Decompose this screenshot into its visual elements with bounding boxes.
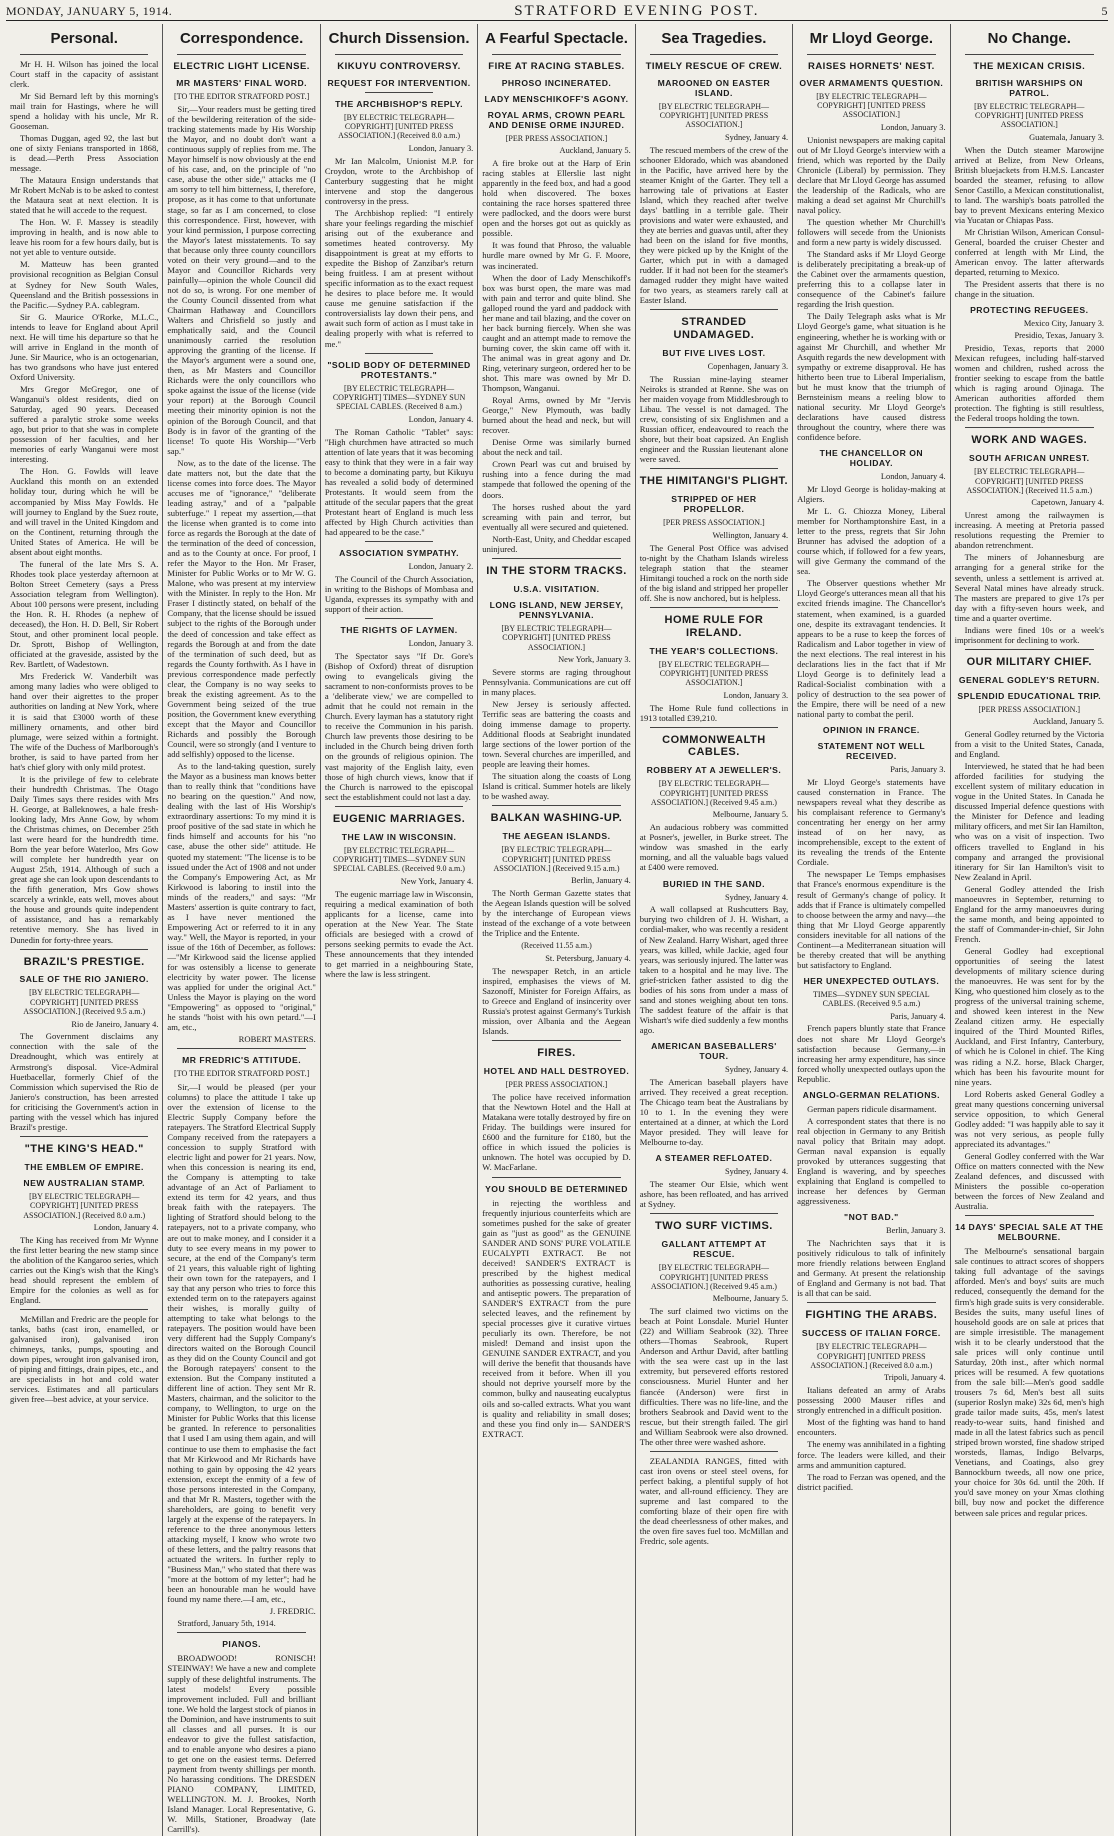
article-headline: U.S.A. VISITATION. [513,583,600,594]
dateline: London, January 3. [723,690,789,700]
column-heading: Mr Lloyd George. [809,30,934,47]
wire-credit: [BY ELECTRIC TELEGRAPH—COPYRIGHT] [UNITED PRESS ASSOCIATION.] (Received 11.5 a.m.) [966,467,1093,496]
dateline: Auckland, January 5. [1032,717,1104,727]
wire-credit: [BY ELECTRIC TELEGRAPH—COPYRIGHT] TIMES—SYDNEY SUN SPECIAL CABLES. (Received 8 a.m.) [332,383,466,412]
paragraph: The American baseball players have arrived. They received a great reception. The Chicago team beat the Australians by 10 to 1. In the evening they were entertained at a dinner, at which the Lord Mayor presided. They will leave for Melbourne to-day. [639,1076,789,1148]
paragraph: The enemy was annihilated in a fighting force. The leaders were killed, and their arms and ammunition captured. [797,1439,946,1470]
article-headline: REQUEST FOR INTERVENTION. [327,77,471,88]
divider [365,618,433,619]
paragraph: Presidio, Texas, reports that 2000 Mexican refugees, including half-starved women and children, rushed across the frontier seeking to escape from the battle which is raging around Ojinaga. The American authorities afforded them protection. The fighting is still resultless, the Federal troops holding the town. [954,343,1104,424]
dateline: Sydney, January 4. [724,1167,789,1177]
dateline: St. Petersburg, January 4. [545,953,631,963]
wire-credit: [BY ELECTRIC TELEGRAPH—COPYRIGHT] [UNITED PRESS ASSOCIATION.] (Received 9.45 a.m.) [650,1263,777,1291]
divider [492,558,620,559]
article-headline: THE EMBLEM OF EMPIRE. [24,1161,144,1172]
paragraph: Unrest among the railwaymen is increasing. A meeting at Pretoria passed resolutions requesting the Premier to abandon retrenchment. [954,510,1104,551]
divider [650,727,778,728]
paragraph: The road to Ferzan was opened, and the district pacified. [797,1471,946,1492]
paragraph: The Archbishop replied: "I entirely share your feelings regarding the mischief arising out of the exuberance and sometimes heated controversy. My disappointment is great at my efforts to expedite the Bishop of Zanzibar's return being fruitless. I am at present without specific information as to the exact request he desires to place before me. It would cause me genuine satisfaction if the controversialists lay down their pens, and await such form of action as I must take in dealing properly with what is referred to me." [324,207,474,349]
article-headline: THE YEAR'S COLLECTIONS. [649,645,779,656]
wire-credit: (Received 11.55 a.m.) [521,941,592,951]
signature: J. FREDRIC. [269,1606,316,1617]
paragraph: Thomas Duggan, aged 92, the last but one of sixty Fenians transported in 1868, is dead.—Perth Press Association message. [10,132,159,174]
wire-credit: [PER PRESS ASSOCIATION.] [505,133,608,143]
divider [365,353,433,354]
divider [177,1632,305,1633]
wire-credit: [BY ELECTRIC TELEGRAPH—COPYRIGHT] [UNITED PRESS ASSOCIATION.] (Received 9.45 a.m.) [650,779,777,808]
paragraph: An audacious robbery was committed at Posner's, jeweller, in Burke street. The window was smashed in the early morning, and all the valuable bags valued at £400 were removed. [639,822,789,873]
paragraph: A wall collapsed at Rushcutters Bay, burying two children of J. H. Wishart, a cordial-maker, who was recently a resident of New Zealand. Harry Wishart, aged three years, was killed, while Jackie, aged four years, was seriously injured. The latter was taken to a hospital and he may live. The grief-stricken father assisted to dig the bodies of his sons from under a mass of sand and stones weighing about ten tons. The saddest feature of the affair is that Wishart's wife died suddenly a few months ago. [639,904,789,1035]
paragraph: The rescued members of the crew of the schooner Eldorado, which was abandoned in the Pacific, have arrived here by the steamer Knight of the Garter. They tell a harrowing tale of privations at Easter Island, which they reached after twelve days' battling in a terrible gale. Their provisions and water were exhausted, and they ate berries and guavas until, after they had been on the island for five months, they were picked up by the Knight of the Garter, which put in with a damaged rudder. If it had not been for the steamer's damaged rudder they might have waited for two years, as steamers rarely call at Easter Island. [639,144,789,306]
signature: ROBERT MASTERS. [238,1034,316,1045]
wire-credit: [BY ELECTRIC TELEGRAPH—COPYRIGHT] [UNITED PRESS ASSOCIATION.] (Received 9.15 a.m.) [493,845,620,873]
article-headline: A STEAMER REFLOATED. [655,1153,773,1164]
paragraph: Denise Orme was similarly burned about the neck and tail. [482,437,631,458]
paragraph: The President asserts that there is no change in the situation. [954,279,1104,300]
paragraph: When the door of Lady Menschikoff's box was burst open, the mare was mad with pain and terror and quite blind. She galloped round the yard and paddock with her mane and tail blazing, and the cover on her back burning fiercely. When she was caught and an attempt made to remove the burning cover, the skin came off with it. The animal was in great agony and Dr. Ring, veterinary surgeon, ordered her to be shot. This mare was owned by Mr D. Thompson, Wanganui. [482,272,631,394]
dateline: London, January 3. [880,122,946,132]
wire-credit: [BY ELECTRIC TELEGRAPH—COPYRIGHT] [UNITED PRESS ASSOCIATION.] [658,659,770,688]
paragraph: Sir,—Your readers must be getting tired of the bewildering reiteration of the side-tracking statements made by His Worship the Mayor, and no doubt don't want a continuous supply of replies from me. The Mayor himself is now obviously at the end of his case, and, on the principle of "no case, abuse the other side," attacks me (I am sorry to tell him bitterness, I, therefore, propose, as it has come to that unfortunate stage, so far as I am concerned, to close this correspondence. First, however, with your kind permission, I purpose correcting the Mayor's latest misstatements. To say that because only three county councillors voted on their very ground—and to the Mayor and Councillor Richards very painfully—opinion the whole Council did not do so, is wrong. For one member of the County Council dissented from what Chairman Hathaway and Councillors Walters and Chrisfield so justly and emphatically said, and the Council unanimously carried the resolution approving the granting of the license. If the Mayor's argument were a sound one, then, as Mr Masters and Councillor Richards were the only councillors who spoke against the issue of the license (vide your report) at the Borough Council meeting their minority opinion is not the opinion of the Borough Council, and that Body is in favor of the granting of the license! To quote His Worship—"Verb sap." [167,104,316,456]
article-headline: THE AEGEAN ISLANDS. [502,831,611,842]
dateline: London, January 3. [408,639,474,649]
divider [492,1040,620,1041]
article-headline: LONG ISLAND, NEW JERSEY, PENNSYLVANIA. [489,599,624,620]
paragraph: It is the privilege of few to celebrate their hundredth Christmas. The Otago Daily Times says there resides with Mrs H. George, at Balleknowes, a hale fresh-looking lady, Mrs Anne Gow, by whom the Christmas chimes, on December 25th last were heard for the hundredth time. Born the year before Waterloo, Mrs Gow will complete her hundredth year on August 25th, 1914. Although of such a great age she can look upon descendants to the fifth generation, Mrs Gow shows scarcely a wrinkle, eats well, moves about the house and grounds quite independent of assistance, and has a remarkably retentive memory. She has lived in Dunedin for forty-three years. [10,773,159,945]
article-headline: OPINION IN FRANCE. [822,725,920,736]
article-headline: ROYAL ARMS, CROWN PEARL AND DENISE ORME INJURED. [487,109,626,130]
divider [20,54,148,55]
article-headline: TIMELY RESCUE OF CREW. [645,60,783,72]
article-headline: NEW AUSTRALIAN STAMP. [23,1177,145,1188]
paragraph: BROADWOOD! RONISCH! STEINWAY! We have a new and complete supply of these delightful instruments. The latest models! Every possible improvement included. Full and brilliant tone. We hold the largest stock of pianos in the Dominion, and have instruments to suit all classes and all purses. It is our endeavor to give the fullest satisfaction, and to enable anyone who desires a piano to get one on the easiest terms. Deferred payment from twenty shillings per month. No harassing conditions. The DRESDEN PIANO COMPANY, LIMITED, WELLINGTON. M. J. Brookes, North Island Manager. Local Representative, G. W. Mills, Stationer, Broadway (late Carrill's). [167,1653,316,1835]
dateline: Copenhagen, January 3. [707,362,789,372]
article-headline: ROBBERY AT A JEWELLER'S. [646,765,782,776]
divider [650,607,778,608]
paragraph: When the Dutch steamer Marowijne arrived at Belize, from New Orleans, British bluejackets from H.M.S. Lancaster boarded the steamer, refusing to allow Senor Castillo, a Mexican constitutionalist, to land. The warship's boats patrolled the bay to prevent Mexicans entering Mexico via Yucatan or Chiapas Pass. [954,144,1104,225]
article-headline: ELECTRIC LIGHT LICENSE. [173,60,310,72]
article-headline: SALE OF THE RIO JANIERO. [19,974,149,985]
paragraph: The Roman Catholic "Tablet" says: "High churchmen have attracted so much attention of late years that it was becoming easy to think that they were in a fair way to become a dominating party, but Kikuyu has revealed a solid body of determined Protestants. It would seem from the attitude of the secular papers that the great Protestant heart of England is much less affected by High Church activities than had appeared to be the case." [324,426,474,538]
article-headline: HOTEL AND HALL DESTROYED. [483,1065,630,1076]
wire-credit: [PER PRESS ASSOCIATION.] [663,518,765,528]
article-headline: THE HIMITANGI'S PLIGHT. [639,475,789,488]
paragraph: General Godley returned by the Victoria from a visit to the United States, Canada, and England. [954,729,1104,760]
column-1 [6,24,163,1836]
paragraph: Mr Sid Bernard left by this morning's mail train for Hastings, where he will spend a holiday with his uncle, Mr R. Gooseman. [10,90,159,131]
article-headline: WORK AND WAGES. [971,434,1088,447]
column-heading: Church Dissension. [328,30,470,47]
article-headline: THE ARCHBISHOP'S REPLY. [335,98,464,109]
paragraph: Royal Arms, owned by Mr "Jervis George," New Plymouth, was badly burned about the head and neck, but will recover. [482,395,631,436]
dateline: New York, January 3. [558,654,631,664]
article-headline: IN THE STORM TRACKS. [486,564,627,577]
wire-credit: [BY ELECTRIC TELEGRAPH—COPYRIGHT] [UNITED PRESS ASSOCIATION.] [658,101,770,130]
wire-credit: [BY ELECTRIC TELEGRAPH—COPYRIGHT] [UNITED PRESS ASSOCIATION.] (Received 9.5 a.m.) [23,988,146,1017]
paragraph: The Spectator says "If Dr. Gore's (Bishop of Oxford) threat of disruption owing to evangelicals giving the sacrament to non-conformists proves to be a 'deliberate view,' we are compelled to admit that he could not remain in the Church. Every layman has a statutory right to receive the Communion in his parish. Church law prevents those desiring to be included in the Church being driven forth on the grounds of religious opinion. The vast majority of the English laity, even those of high church views, know that if the Church is narrowed to the episcopal sect the establishment could not last a day. [324,651,474,802]
divider [20,1136,148,1137]
dateline: Presidio, Texas, January 3. [1014,331,1104,341]
divider [965,649,1094,650]
dateline: Sydney, January 4. [724,132,789,142]
dateline: Guatemala, January 3. [1029,132,1104,142]
article-headline: TWO SURF VICTIMS. [654,1220,773,1233]
article-headline: HOME RULE FOR IRELAND. [664,613,764,639]
divider [20,949,148,950]
divider [177,1048,305,1049]
article-headline: YOU SHOULD BE DETERMINED [485,1183,628,1194]
wire-credit: [TO THE EDITOR STRATFORD POST.] [174,91,310,101]
dateline: Auckland, January 5. [559,146,631,156]
dateline: Melbourne, January 5. [712,810,789,820]
dateline: London, January 4. [408,414,474,424]
issue-date: MONDAY, JANUARY 5, 1914. [6,3,173,18]
article-headline: EUGENIC MARRIAGES. [332,812,466,825]
paragraph: The steamer Our Elsie, which went ashore, has been refloated, and has arrived at Sydney. [639,1179,789,1210]
column-heading: Sea Tragedies. [661,30,767,47]
article-headline: MAROONED ON EASTER ISLAND. [657,77,771,98]
paragraph: The Hon. W. F. Massey is steadily improving in health, and is now able to leave his room for a few hours daily, but is not yet able to venture outside. [10,217,159,258]
dateline: Capetown, January 4. [1031,498,1104,508]
article-headline: "NOT BAD." [844,1212,899,1223]
dateline: Sydney, January 4. [724,892,789,902]
column-3 [321,24,478,1836]
paragraph: The Observer questions whether Mr Lloyd George's utterances mean all that his excited friends imagine. The Chancellor's statement, when examined, is a guarded one, despite its extravagant tendencies. It appears to be a ruse to keep the forces of Radicalism and Labor together in view of the next elections. The real interest in his declarations lies in the fact that if Mr Lloyd George is to definitely lead a Radical-Socialist combination with a policy of destruction to the sea power of the Empire, there will be need of a new national party to combat the peril. [797,578,946,719]
paragraph: A correspondent states that there is no real objection in Germany to any British naval policy that Britain may adopt. German naval expansion is equally provoked by utterances suggesting that England is wavering, and by speeches explaining that England is compelled to increase her defences by German aggressiveness. [797,1115,946,1207]
paragraph: The miners of Johannesburg are arranging for a general strike for the seventh, unless a settlement is arrived at. Several Natal mines have already struck. The masters are prepared to give 17s per day with a fifty-seven hours week, and time and a quarter overtime. [954,552,1104,623]
dateline: London, January 2. [408,562,474,572]
article-headline: "THE KING'S HEAD." [24,1142,144,1155]
wire-credit: [PER PRESS ASSOCIATION.] [505,1079,608,1089]
divider [650,54,778,55]
article-headline: BURIED IN THE SAND. [662,878,765,889]
article-headline: PIANOS. [222,1639,262,1650]
column-heading: Correspondence. [179,30,304,47]
paragraph: The Melbourne's sensational bargain sale continues to attract scores of shoppers taking full advantage of the savings afforded. Men's and boys' suits are much reduced, consequently the demand for the firm's high grade suits is very considerable. Besides the suits, many useful lines of household goods are on sale at prices that are simple irresistible. The management wish it to be clearly understood that the sale prices will only continue until Saturday, 20th inst., after which normal prices will be resumed. A few quotations from the sale bill:—Men's good saddle trousers 7s 6d, Men's best all suits (superior Roslyn make) 32s 6d, men's high grade tailor made suits, 45s, men's latest ready-to-wear suits, hand finished and made in all the latest fabrics such as pencil striped brown worsted, fine shadow striped worsteds, llamas, Indigo Belvarps, Venetians, and Coatings, also grey Bannockburn tweeds, all now one price, your choice for 30s 6d. until the 20th. If you'd save money on your Xmas clothing bill, buy now and pocket the difference between sale prices and regular prices. [954,1246,1104,1518]
paragraph: Sir G. Maurice O'Rorke, M.L.C., intends to leave for England about April next. He will time his departure so that he will arrive in England in the month of June. Sir Maurice, who is an octogenarian, has two grandsons who have just entered Oxford University. [10,311,159,382]
dateline: Rio de Janeiro, January 4. [71,1019,159,1029]
wire-credit: [BY ELECTRIC TELEGRAPH—COPYRIGHT] [UNITED PRESS ASSOCIATION.] [974,101,1085,130]
paragraph: The newspaper Retch, in an article inspired, emphasises the views of M. Sazonoff, Minister for Foreign Affairs, as to Greece and England of insincerity over Russia's protest against Germany's Turkish mission, over Albania and the Aegean Islands. [482,965,631,1036]
paragraph: North-East, Unity, and Cheddar escaped uninjured. [482,533,631,554]
divider [650,468,778,469]
article-headline: STATEMENT NOT WELL RECEIVED. [817,741,926,762]
paragraph: Mrs Gregor McGregor, one of Wanganui's oldest residents, died on Saturday, aged 90 years. Deceased suffered a paralytic stroke some weeks ago, but prior to that she was in complete possession of her faculties, and her memories of early Wanganui were most interesting. [10,384,159,465]
paragraph: The King has received from Mr Wynne the first letter bearing the new stamp since the abolition of the Kangaroo series, which carries out the King's wish that the King's head should represent the emblem of Empire for the colonies as well as for England. [10,1234,159,1305]
divider [177,54,305,55]
divider [650,309,778,310]
article-headline: 14 DAYS' SPECIAL SALE AT THE MELBOURNE. [955,1222,1104,1243]
wire-credit: [BY ELECTRIC TELEGRAPH—COPYRIGHT] [UNITED PRESS ASSOCIATION.] (Received 8.0 a.m.) [23,1191,146,1220]
divider [335,806,463,807]
dateline: Sydney, January 4. [724,1065,789,1075]
article-headline: COMMONWEALTH CABLES. [662,733,766,759]
article-headline: BRAZIL'S PRESTIGE. [23,955,145,968]
column-heading: No Change. [987,30,1071,47]
paragraph: Most of the fighting was hand to hand encounters. [797,1417,946,1438]
article-headline: SPLENDID EDUCATIONAL TRIP. [957,690,1102,701]
wire-credit: [BY ELECTRIC TELEGRAPH—COPYRIGHT] TIMES—SYDNEY SUN SPECIAL CABLES. (Received 9.0 a.m.) [332,845,466,874]
paragraph: Mr Christian Wilson, American Consul-General, boarded the cruiser Chester and conferred at length with Mr Lind, the American envoy. The latter afterwards departed, returning to Mexico. [954,227,1104,278]
article-headline: OUR MILITARY CHIEF. [966,655,1092,668]
paragraph: Mr L. G. Chiozza Money, Liberal member for Northamptonshire East, in a letter to the press, regrets that Sir John Brunner has advised the adoption of a course which, if followed for a few years, will give Germany the command of the sea. [797,506,946,577]
wire-credit: [PER PRESS ASSOCIATION.] [978,704,1081,714]
paragraph: The horses rushed about the yard screaming with pain and terror, but eventually all were secured and quietened. [482,501,631,532]
article-headline: PROTECTING REFUGEES. [970,305,1089,316]
paragraph: German papers ridicule disarmament. [807,1103,937,1114]
paragraph: The question whether Mr Churchill's followers will secede from the Unionists and form a new party is widely discussed. [797,216,946,248]
paragraph: A fire broke out at the Harp of Erin racing stables at Ellerslie last night apparently in the feed box, and had a good hold when discovered. The boxes containing the race horses spattered three were padlocked, and the doors were burst open and the horses got out as quickly as possible. [482,158,631,239]
article-headline: GENERAL GODLEY'S RETURN. [958,674,1100,685]
paragraph: The North German Gazette states that the Aegean Islands question will be solved by the interchange of European views instead of the exchange of a vote between the Triplice and the Entente. [482,888,631,939]
newspaper-title: STRATFORD EVENING POST. [514,2,760,19]
article-headline: SUCCESS OF ITALIAN FORCE. [801,1328,941,1339]
paragraph: Now, as to the date of the license. The date matters not, but the date that the license comes into force does. The Mayor accuses me of "ignorance," "deliberate leading astray," and of a "palpable subterfuge." I repeat my assertion,—that the license when granted is to come into force as regards the Borough at the date of the termination of the deed of concession, and as to the County at once. For proof, I refer the Mayor to the Hon. Mr Fraser, Minister for Public Works or to Mr W. G. Malone, who was present at my interview with the Minister. In reply to the Hon. Mr Fraser I distinctly stated, on behalf of the Company, that the license should be issued subject to the rights of the Borough under the deed of concession and take effect as regards the Borough at and from the date of the termination of such deed, but as regards the County forthwith. As I have in previous correspondence made perfectly clear, the Company is no way seeks to break the existing agreement. As to the Government being seized of the true position, the Government knew everything except that the Mayor and Councillor Richards and possibly the Borough Council, were so strongly (and I venture to add selfishly) opposed to the license. [167,457,316,760]
paragraph: Mr H. H. Wilson has joined the local Court staff in the capacity of assistant clerk. [10,58,159,89]
divider [807,1302,935,1303]
divider [965,54,1094,55]
columns-container [6,24,1108,1835]
dateline: Wellington, January 4. [712,530,789,540]
paragraph: Mr Lloyd George's statements have caused consternation in France. The newspapers reveal what they describe as his complaisant reference to Germany's concentrating her energy on her army instead of on her navy, as incomprehensible, except to the extent of its revealing the trends of the Entente Cordiale. [797,776,946,868]
article-headline: MR FREDRIC'S ATTITUDE. [182,1055,302,1066]
paragraph: The police have received information that the Newtown Hotel and the Hall at Matakana were totally destroyed by fire on Friday. The buildings were insured for £600 and the furniture for £180, but the office in which issued the policies is unknown. The hotel was occupied by D. W. MacFarlane. [482,1092,631,1173]
column-4 [478,24,635,1836]
dateline: Mexico City, January 3. [1023,319,1104,329]
paragraph: Lord Roberts asked General Godley a great many questions concerning universal service opposition, to which General Godley added: "I was happily able to say it was not very serious, as people fully appreciated its advantages." [954,1088,1104,1149]
article-headline: FIGHTING THE ARABS. [805,1309,938,1322]
paragraph: The Nachrichten says that it is positively ridiculous to talk of infinitely more friendly relations between England and Germany. At present the relationship of England and Germany is not bad. That is all that can be said. [797,1238,946,1299]
column-heading: A Fearful Spectacle. [485,30,628,47]
paragraph: The Daily Telegraph asks what is Mr Lloyd George's game, what situation is he engineering, whether he is working with or against Mr Churchill, and whether Mr Asquith regards the new development with sympathy or extreme disapproval. He has hitherto been true to Liberal Imperialism, but he must know that the triumph of Bernsteinism means a reeling blow to national security. Mr Lloyd George's declarations have caused distress throughout the country, where there was confidence before. [797,311,946,442]
dateline: Berlin, January 4. [571,876,631,886]
article-headline: STRIPPED OF HER PROPELLOR. [671,494,757,515]
divider [965,427,1094,428]
dateline: Melbourne, January 5. [712,1294,789,1304]
paragraph: The General Post Office was advised to-night by the Chatham Islands wireless telegraph station that the steamer Himitangi touched a rock on the north side of the big island and stripped her propeller off. She is now anchored, but is helpless. [639,542,789,603]
column-heading: Personal. [50,30,118,47]
article-headline: AMERICAN BASEBALLERS' TOUR. [651,1041,777,1062]
article-headline: PHROSO INCINERATED. [501,77,612,88]
dateline: Berlin, January 3. [886,1226,946,1236]
paragraph: Severe storms are raging throughout Pennsylvania. Communications are cut off in many places. [482,666,631,697]
paragraph: Stratford, January 5th, 1914. [177,1618,276,1629]
article-headline: THE LAW IN WISCONSIN. [341,831,457,842]
article-headline: FIRES. [537,1046,576,1059]
dateline: London, January 3. [408,143,474,153]
article-headline: "SOLID BODY OF DETERMINED PROTESTANTS." [327,359,471,380]
article-headline: STRANDED UNDAMAGED. [673,316,755,342]
paragraph: Mr Lloyd George is holiday-making at Algiers. [797,483,946,504]
article-headline: FIRE AT RACING STABLES. [488,60,625,72]
paragraph: The Home Rule fund collections in 1913 totalled £39,210. [639,702,789,723]
column-7 [951,24,1108,1836]
divider [492,1177,620,1178]
paragraph: The funeral of the late Mrs S. A. Rhodes took place yesterday afternoon at Bolton Street Cemetery (says a Press Association telegram from Wellington). About 100 persons were present, including the Hon. R. H. Rhodes (a nephew of deceased), the Hon. H. D. Bell, Sir Robert Stout, and other prominent local people. Dr. Sprott, Bishop of Wellington, officiated at the graveside, assisted by the Rev. Bartlett, of Wadestown. [10,558,159,670]
paragraph: Italians defeated an army of Arabs possessing 2000 Mauser rifles and strongly entrenched in a difficult position. [797,1385,946,1416]
paragraph: Indians were fined 10s or a week's imprisonment for declining to work. [954,624,1104,645]
wire-credit: [TO THE EDITOR STRATFORD POST.] [174,1069,310,1079]
divider [807,54,935,55]
column-5 [636,24,793,1836]
dateline: London, January 4. [880,472,946,482]
article-headline: BALKAN WASHING-UP. [490,812,623,825]
divider [650,1213,778,1214]
paragraph: Crown Pearl was cut and bruised by rushing into a fence during the mad stampede that followed the opening of the doors. [482,459,631,500]
wire-credit: TIMES—SYDNEY SUN SPECIAL CABLES. (Received 9.5 a.m.) [813,989,930,1009]
masthead [6,2,1108,21]
article-headline: ANGLO-GERMAN RELATIONS. [802,1089,941,1100]
paragraph: General Godley conferred with the War Office on matters connected with the New Zealand defences, and discussed with Ministers the possible co-operation between the forces of New Zealand and Australia. [954,1150,1104,1212]
paragraph: New Jersey is seriously affected. Terrific seas are battering the coasts and doing immense damage to property. Additional floods at Seabright inundated large sections of the lower portion of the town. Several churches are imperilled, and people are leaving their homes. [482,698,631,770]
wire-credit: [BY ELECTRIC TELEGRAPH—COPYRIGHT] [UNITED PRESS ASSOCIATION.] [501,623,612,652]
paragraph: General Godley attended the Irish manoeuvres in September, returning to England for the army manoeuvres during the same month, and being appointed to the staff of Commander-in-chief, Sir John French. [954,883,1104,944]
divider [492,54,620,55]
paragraph: The Mataura Ensign understands that Mr Robert McNab is to be asked to contest the Mataura seat at next election. It is stated that he will accede to the request. [10,175,159,216]
paragraph: in rejecting the worthless and frequently injurious counterfeits which are sometimes pushed for the sake of greater gain as "just as good" as the GENUINE SANDER AND SONS' PURE VOLATILE EUCALYPTI EXTRACT. Be not deceived! SANDER'S EXTRACT is prescribed by the highest medical authorities as possessing curative, healing and antiseptic powers. The preparation of SANDER'S EXTRACT from the pure selected leaves, and the refinement by special processes give it curative virtues peculiarly its own. Therefore, be not misled! Demand and insist upon the GENUINE SANDER EXTRACT, and you will derive the benefit that thousands have received from it before. When ill you should not deprive yourself more by the common, bulky and nauseating eucalyptus oils and so-called extracts. What you want is quality and reliability in small doses; and these you find only in— SANDER'S EXTRACT. [482,1197,631,1439]
article-headline: GALLANT ATTEMPT AT RESCUE. [661,1239,767,1260]
wire-credit: [BY ELECTRIC TELEGRAPH—COPYRIGHT] [UNITED PRESS ASSOCIATION.] [816,91,927,120]
paragraph: French papers bluntly state that France does not share Mr Lloyd George's satisfaction because Germany,—in increasing her army expenditure, has since forced wholly unexpected outlays upon the Republic. [797,1023,946,1084]
article-headline: HER UNEXPECTED OUTLAYS. [803,975,940,986]
paragraph: The Government disclaims any connection with the sale of the Dreadnought, which was entirely at Armstrong's disposal. Vice-Admiral Huetbacellar, formerly Chief of the Commission which supervised the Rio de Janiero's construction, has been arrested for criticising the Government's action in parting with the vessel which has injured Brazil's prestige. [10,1031,159,1132]
paragraph: The Hon. G. Fowlds will leave Auckland this month on an extended holiday tour, during which he will be accompanied by Miss May Fowlds. He will journey to England by the Suez route, and will travel in the United Kingdom and on the Continent, returning through the United States of America. He will be absent about eight months. [10,466,159,557]
dateline: London, January 4. [93,1222,159,1232]
article-headline: ASSOCIATION SYMPATHY. [339,548,459,559]
paragraph: Mr Ian Malcolm, Unionist M.P. for Croydon, wrote to the Archbishop of Canterbury suggesting that he might intervene and stop the dangerous controversy in the press. [324,155,474,206]
paragraph: The eugenic marriage law in Wisconsin, requiring a medical examination of both applicants for a license, came into operation at the New Year. The State officials are besieged with a crowd of persons seeking permits to evade the Act. These announcements that they intended to get married in a neighbouring State, where the law is less stringent. [324,888,474,979]
paragraph: The situation along the coasts of Long Island is critical. Summer hotels are likely to be washed away. [482,771,631,802]
dateline: Paris, January 3. [890,765,946,775]
dateline: Tripoli, January 4. [883,1373,946,1383]
article-headline: BUT FIVE LIVES LOST. [662,348,766,359]
divider [365,541,433,542]
dateline: Paris, January 4. [890,1011,946,1021]
article-headline: OVER ARMAMENTS QUESTION. [799,77,944,88]
article-headline: MR MASTERS' FINAL WORD. [176,77,308,88]
paragraph: The newspaper Le Temps emphasises that France's enormous expenditure is the result of Germany's change of policy. It adds that if France is ultimately compelled to choose between the army and navy—the thing that Mr Lloyd George apparently considers inevitable for all nations of the Continent—a Mediterranean situation will be thereby created that will be anything but satisfactory to England. [797,869,946,970]
article-headline: RAISES HORNETS' NEST. [807,60,935,72]
article-headline: KIKUYU CONTROVERSY. [337,60,461,72]
paragraph: Mrs Frederick W. Vanderbilt was among many ladies who were obliged to hand over their aigrettes to the proper authorities on landing at New York, where it is said that £3000 worth of these millinery ornaments, and other bird plumage, were seized within a fortnight. The wife of the Duchess of Marlborough's brother, is said to have parted from her hat's chief glory with only mild protest. [10,671,159,772]
dateline: New York, January 4. [400,876,474,886]
paragraph: Interviewed, he stated that he had been afforded facilities for studying the excellent system of military education in vogue in the United States. In Canada he discussed Imperial defence questions with the Minister for Defence and leading military officers, and met Sir Ian Hamilton, who was on a visit of inspection. Two officers travelled to England in his company and arranged the provisional itinerary for Sir Ian Hamilton's visit to New Zealand in April. [954,761,1104,882]
paragraph: Unionist newspapers are making capital out of Mr Lloyd George's interview with a friend, which was reported by the Daily Chronicle (Liberal) by permission. They declare that Mr Lloyd George has assumed the leadership of the Radicals, who are making a dead set against Mr Churchill's naval policy. [797,134,946,215]
paragraph: M. Matteuw has been granted provisional recognition as Belgian Consul at Sydney for New South Wales, Queensland and the British possessions in the Pacific.—Sydney P.A. cablegram. [10,259,159,310]
column-2 [163,24,320,1836]
page-number: 5 [1101,3,1108,18]
article-headline: SOUTH AFRICAN UNREST. [969,453,1090,464]
article-headline: LADY MENSCHIKOFF'S AGONY. [484,93,629,104]
divider [492,805,620,806]
article-headline: BRITISH WARSHIPS ON PATROL. [975,77,1083,98]
paragraph: General Godley had exceptional opportunities of seeing the latest developments of military science during the manoeuvres. He was sent for by the King, who questioned him closely as to the progress of the universal training scheme, and showed keen interest in the New Zealand citizen army. He especially inquired of the Third Mounted Rifles, Auckland, and First Infantry, Canterbury, of which he is Colonel in chief. The King was riding a N.Z. horse, Black Charger, which has been his favourite mount for nine years. [954,945,1104,1087]
divider [335,54,463,55]
article-headline: THE RIGHTS OF LAYMEN. [340,625,458,636]
paragraph: As to the land-taking question, surely the Mayor as a business man knows better than to really think that "conditions have no bearing on the question." And now, dealing with the last of His Worship's extraordinary assertions: To my mind it is proof positive of the sad state in which he finds himself and accounts for his "no case, abuse the other side" attitude. He quoted my statement: "The license is to be issued under the Act of 1908 and not under the Company's Empowering Act, as Mr Kirkwood is laboring to instil into the minds of the readers," and says: "Mr Masters' assertion is quite contrary to fact, as I have never mentioned the Empowering Act or referred to it in any way." Well, the Mayor is reported, in your issue of the 16th of December, as follows:—"Mr Kirkwood said the license applied for was ostensibly a license to generate electricity by water power. The license was applied for under the original Act." Unless the Mayor is playing on the word "Empowering" as opposed to "original," he stands "hoist with his own petard."—I am, etc., [167,761,316,1033]
paragraph: McMillan and Fredric are the people for tanks, baths (cast iron, enamelled, or galvanised iron), galvanised iron chimneys, tanks, pumps, spouting and down pipes, wrought iron galvanised iron, of piping and fittings, drain pipes, etc., and are specialists in hot and cold water services. Estimates and all particulars given free—best advice, at your service. [10,1314,159,1405]
column-6 [793,24,950,1836]
paragraph: The Council of the Church Association, in writing to the Bishops of Mombasa and Uganda, expresses its sympathy with and support of their action. [324,573,474,615]
wire-credit: [BY ELECTRIC TELEGRAPH—COPYRIGHT] [UNITED PRESS ASSOCIATION.] (Received 8.0 a.m.) [338,112,461,141]
paragraph: The Russian mine-laying steamer Neiroks is stranded at Rønne. She was on her maiden voyage from Middlesbrough to Libau. The vessel is not damaged. The crew, consisting of six Englishmen and a Russian officer, endeavoured to reach the shore, but their boat capsized. An English engineer and the Russian lieutenant alone were saved. [639,374,789,465]
paragraph: Sir,—I would be pleased (per your columns) to place the attitude I take up over the extension of license to the Electric Supply Company before the ratepayers. The Stratford Electrical Supply Company received from the ratepayers a concession to supply Stratford with electric light and power for 21 years. Now, when this concession is nearing its end, the Company is attempting to take advantage of an Act of Parliament to extend its term for 42 years, and thus break faith with the ratepayers. The lighting of Stratford should belong to the ratepayers, not to a private company, who are out to make money, and I consider it a duty to see every means in my power to secure, at the end of the Company's term of 21 years, this valuable right of lighting their own town for the ratepayers, and I say that any person who tries to force this extended term on to the ratepayers against their wishes, is morally guilty of attempting to take what belongs to the ratepayers. The position would have been very different had the Supply Company's directors waited on the Borough Council as they did on the County Council and got the Borough ratepayers' consent to the extension. But the Company instituted a different line of action. They sent Mr R. Masters, chairman, and the solicitor to the company, to Wellington, to urge on the Minister for Public Works that this license be granted. In reference to personalities that I used I am using them again, and will continue to use them to emphasise the fact that Mr Kirkwood and Mr Richards have nothing to gain by opposing the 42 years extension, except the enmity of a few of those persons interested in the Company, and that Mr R. Masters, together with the shareholders, are going to benefit very largely at the expense of the ratepayers. In reference to the three anonymous letters attacking myself, I know who wrote two of these letters, and the paltry reasons that actuated the writers. In further reply to "Business Man," who stated that there was "more at the bottom of my letter"; had he been an honourable man he would have found my name there.—I am, etc., [167,1081,316,1605]
divider [365,92,433,93]
wire-credit: [BY ELECTRIC TELEGRAPH—COPYRIGHT] [UNITED PRESS ASSOCIATION.] (Received 8.0 a.m.) [810,1342,933,1371]
divider [965,1215,1094,1216]
article-headline: THE CHANCELLOR ON HOLIDAY. [819,448,924,469]
article-headline: THE MEXICAN CRISIS. [973,60,1086,72]
divider [650,1451,778,1452]
divider [20,1309,148,1310]
paragraph: ZEALANDIA RANGES, fitted with cast iron ovens or steel steel ovens, for perfect baking, a plentiful supply of hot water, and all-round efficiency. They are supreme and last compared to the comforting blaze of their open fire with the dead cheerlessness of other makes, and the oven fire saves fuel too. McMillan and Fredric, sole agents. [639,1455,789,1547]
paragraph: It was found that Phroso, the valuable hurdle mare owned by Mr G. F. Moore, was incinerated. [482,240,631,271]
paragraph: The Standard asks if Mr Lloyd George is deliberately precipitating a break-up of the Cabinet over the armaments question, preferring this to a collapse later in consequence of the Cabinet's failure regarding the Irish question. [797,249,946,310]
paragraph: The surf claimed two victims on the beach at Point Lonsdale. Muriel Hunter (22) and William Seabrook (32). Three others—Thomas Seabrook, Rupert Anderson and Arthur David, after battling with the sea were cast up in the last extremity, but persevered efforts restored consciousness. Muriel Hunter and her fiancée (Anderson) were first in difficulties. There was no life-line, and the brothers Seabrook and David went to the rescue, but their strength failed. The girl and William Seabrook were also drowned. The other three were washed ashore. [639,1306,789,1447]
